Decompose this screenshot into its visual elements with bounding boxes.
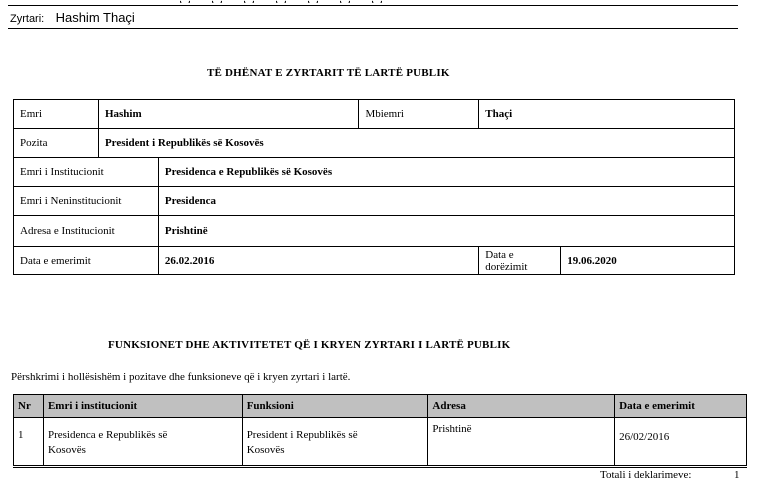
clipped-header-fragment <box>180 0 430 3</box>
row-date: 26/02/2016 <box>615 418 747 467</box>
functions-table <box>13 394 747 468</box>
info-row-institucioni <box>14 158 735 187</box>
row-function <box>242 418 428 467</box>
officer-line <box>10 10 135 25</box>
info-row-neninstitucioni <box>14 187 735 216</box>
neninstitucioni-value: Presidenca <box>158 187 734 216</box>
row-institution-line1: Presidenca e Republikës së <box>47 429 168 441</box>
data-emerimit-value: 26.02.2016 <box>158 247 478 275</box>
section1-title: TË DHËNAT E ZYRTARIT TË LARTË PUBLIK <box>207 67 450 79</box>
row-function-line2: Kosovës <box>246 444 285 456</box>
section2-title: FUNKSIONET DHE AKTIVITETET QË I KRYEN ZYRTARI I LARTË PUBLIK <box>108 339 511 351</box>
adresa-label: Adresa e Institucionit <box>14 216 159 247</box>
section2-description: Përshkrimi i hollësishëm i pozitave dhe funksioneve që i kryen zyrtari i lartë. <box>11 371 351 383</box>
col-header-function: Funksioni <box>242 395 428 418</box>
table-row <box>14 418 747 467</box>
mbiemri-value: Thaçi <box>479 100 735 129</box>
functions-header-row <box>14 395 747 418</box>
info-row-adresa <box>14 216 735 247</box>
officer-name: Hashim Thaçi <box>55 10 135 25</box>
emri-value: Hashim <box>98 100 359 129</box>
institucioni-label: Emri i Institucionit <box>14 158 159 187</box>
row-institution-line2: Kosovës <box>47 444 86 456</box>
emri-label: Emri <box>14 100 99 129</box>
neninstitucioni-label: Emri i Neninstitucionit <box>14 187 159 216</box>
row-address: Prishtinë <box>428 418 615 467</box>
total-declarations <box>600 469 740 481</box>
pozita-label: Pozita <box>14 129 99 158</box>
row-institution <box>43 418 242 467</box>
institucioni-value: Presidenca e Republikës së Kosovës <box>158 158 734 187</box>
col-header-institution: Emri i institucionit <box>43 395 242 418</box>
top-border-line <box>8 5 738 6</box>
officer-info-table <box>13 99 735 275</box>
data-dorezimit-label: Data e dorëzimit <box>479 247 561 275</box>
total-label: Totali i deklarimeve: <box>600 469 692 481</box>
info-row-datat <box>14 247 735 275</box>
info-row-emri <box>14 100 735 129</box>
row-nr: 1 <box>14 418 44 467</box>
mbiemri-label: Mbiemri <box>359 100 479 129</box>
data-dorezimit-value: 19.06.2020 <box>561 247 735 275</box>
col-header-date: Data e emerimit <box>615 395 747 418</box>
pozita-value: President i Republikës së Kosovës <box>98 129 734 158</box>
data-emerimit-label: Data e emerimit <box>14 247 159 275</box>
officer-label: Zyrtari: <box>10 13 45 25</box>
info-row-pozita <box>14 129 735 158</box>
col-header-nr: Nr <box>14 395 44 418</box>
total-value: 1 <box>734 469 740 481</box>
adresa-value: Prishtinë <box>158 216 734 247</box>
row-function-line1: President i Republikës së <box>246 429 358 441</box>
col-header-address: Adresa <box>428 395 615 418</box>
header-rule <box>8 28 738 29</box>
